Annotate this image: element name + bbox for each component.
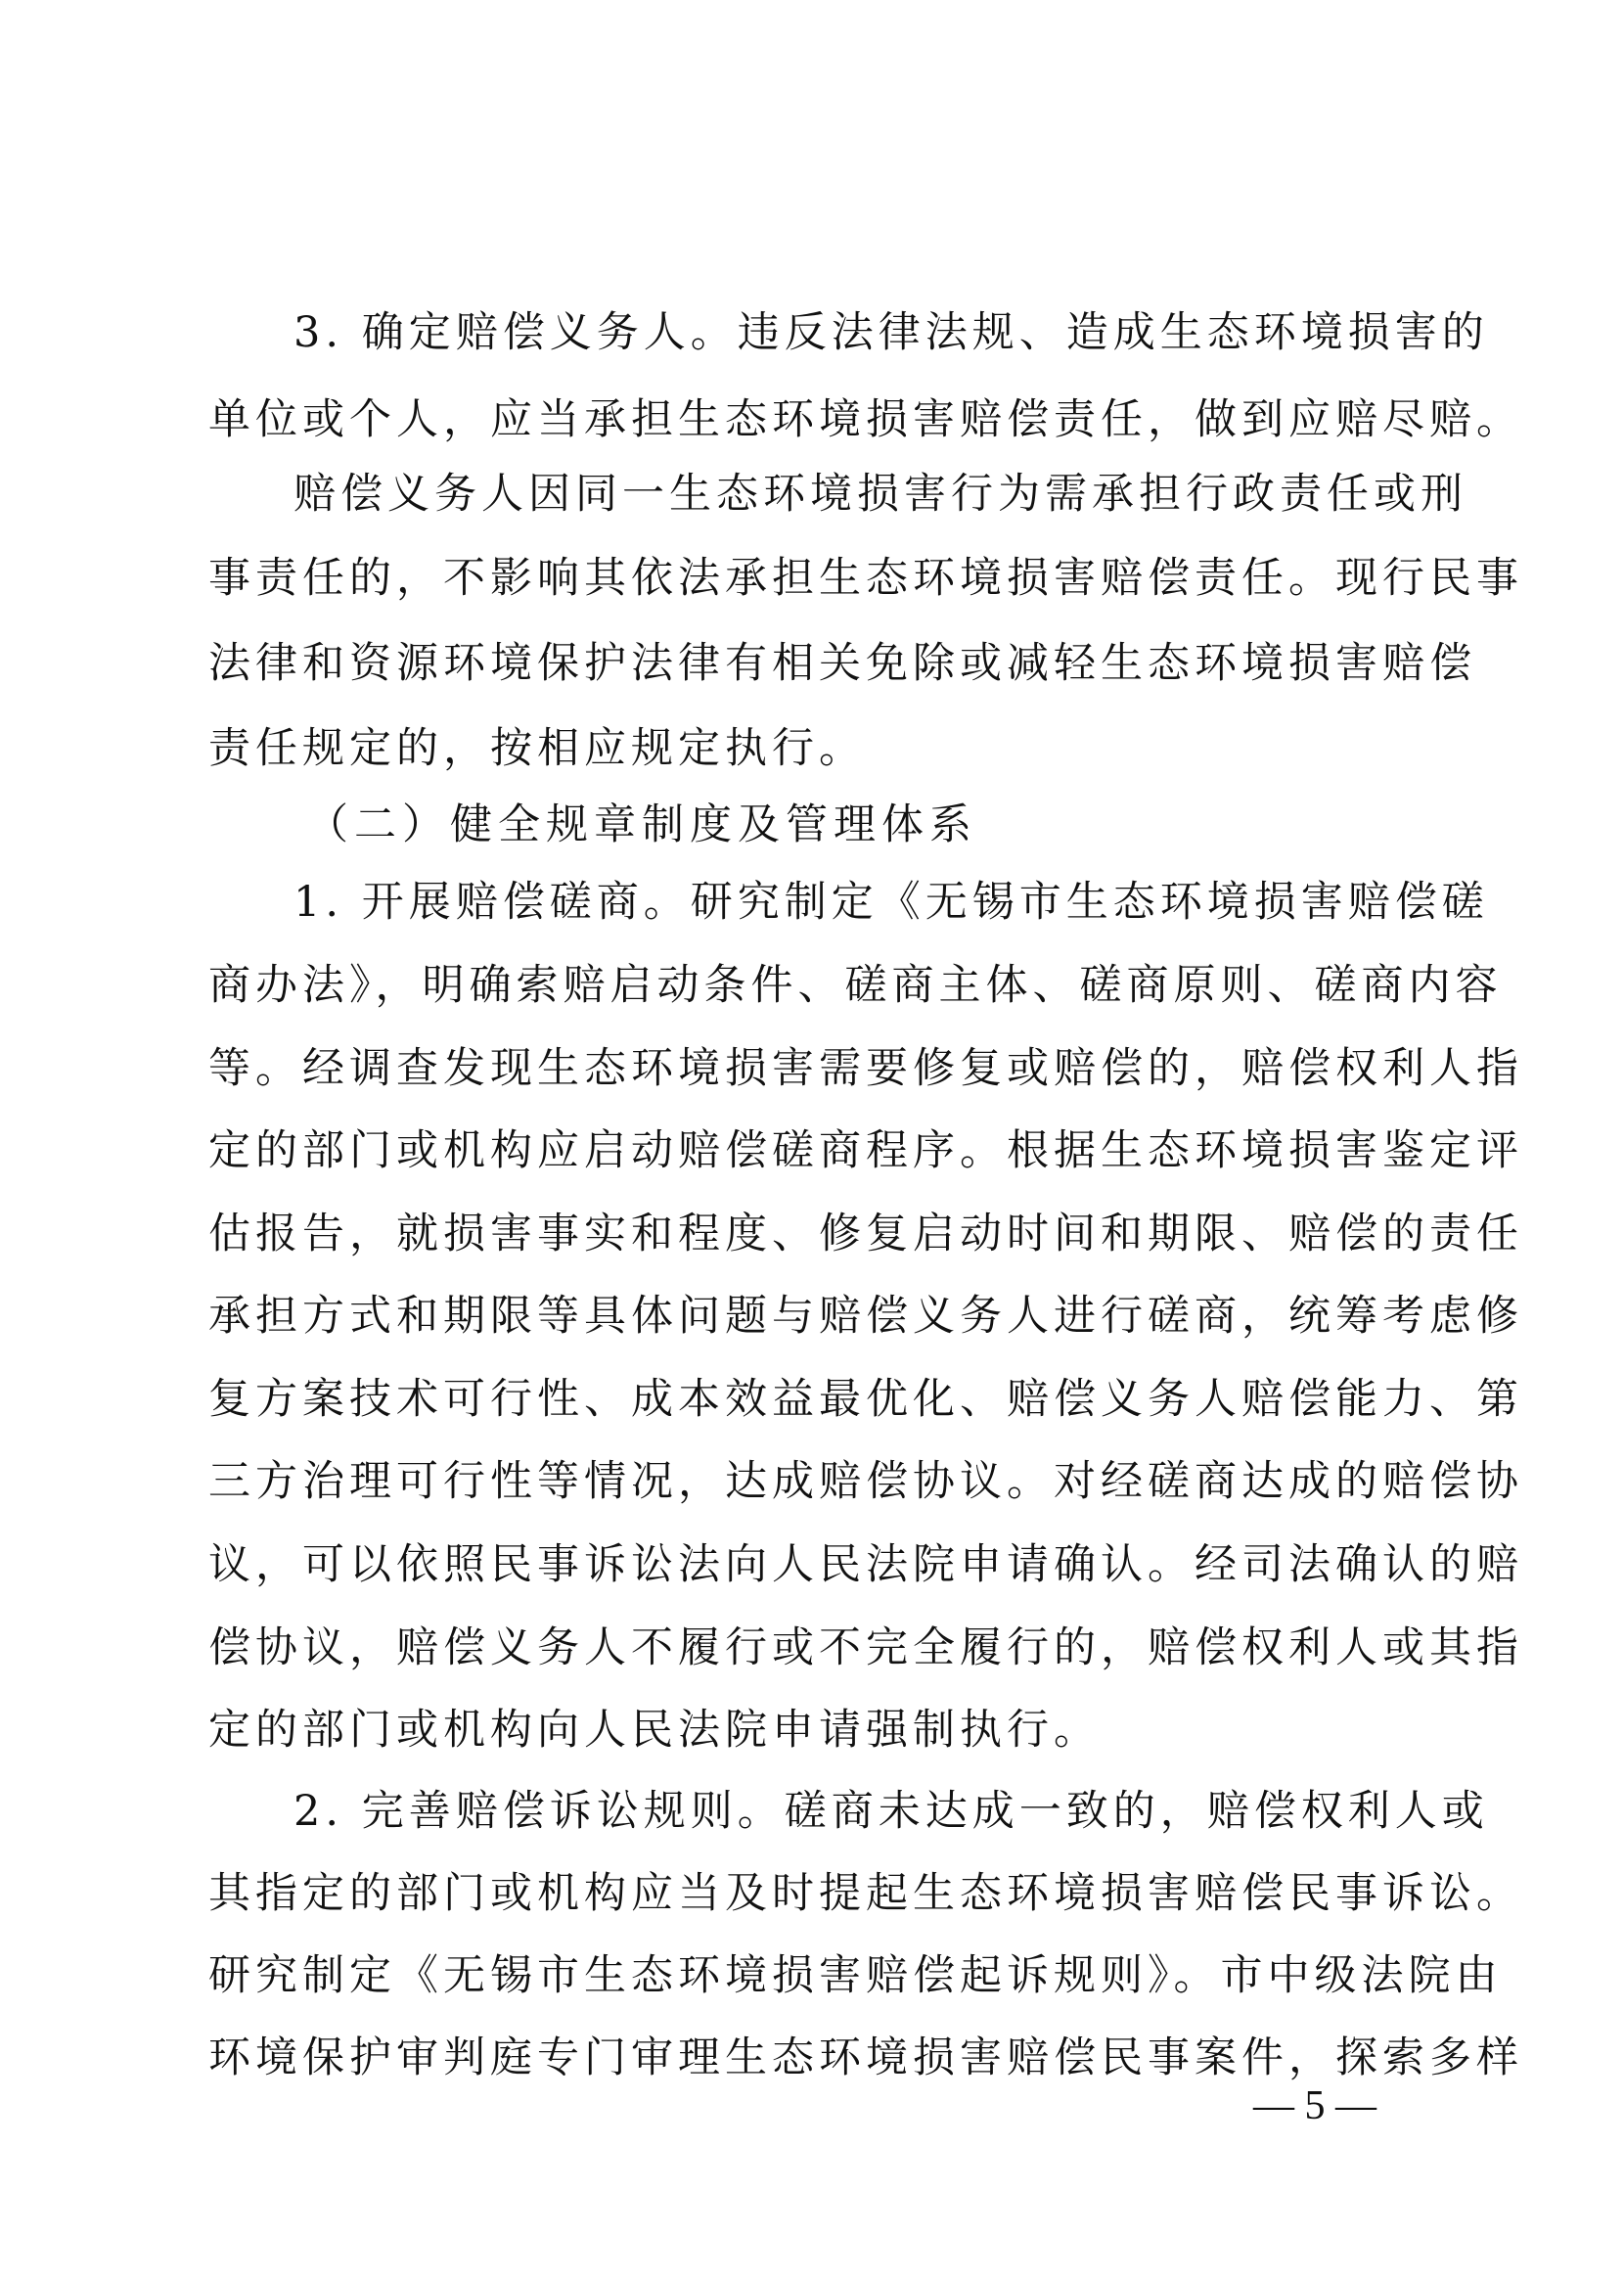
text-line: 定的部门或机构应启动赔偿磋商程序。根据生态环境损害鉴定评 — [208, 1126, 1523, 1175]
text-line: 议，可以依照民事诉讼法向人民法院申请确认。经司法确认的赔 — [208, 1540, 1523, 1589]
page-number: — 5 — — [1253, 2083, 1376, 2128]
text-line: 复方案技术可行性、成本效益最优化、赔偿义务人赔偿能力、第 — [208, 1375, 1523, 1424]
text-line: 商办法》，明确索赔启动条件、磋商主体、磋商原则、磋商内容 — [208, 961, 1503, 1010]
text-line: 2. 完善赔偿诉讼规则。磋商未达成一致的，赔偿权利人或 — [293, 1787, 1489, 1836]
text-line: 定的部门或机构向人民法院申请强制执行。 — [208, 1706, 1101, 1755]
text-line: 责任规定的，按相应规定执行。 — [208, 724, 866, 773]
text-line: 其指定的部门或机构应当及时提起生态环境损害赔偿民事诉讼。 — [208, 1869, 1523, 1918]
text-line: 赔偿义务人因同一生态环境损害行为需承担行政责任或刑 — [293, 470, 1467, 519]
text-line: 等。经调查发现生态环境损害需要修复或赔偿的，赔偿权利人指 — [208, 1044, 1523, 1093]
text-line: 环境保护审判庭专门审理生态环境损害赔偿民事案件，探索多样 — [208, 2033, 1523, 2082]
text-line: 估报告，就损害事实和程度、修复启动时间和期限、赔偿的责任 — [208, 1210, 1523, 1258]
text-line: 承担方式和期限等具体问题与赔偿义务人进行磋商，统筹考虑修 — [208, 1292, 1523, 1341]
text-line: 事责任的，不影响其依法承担生态环境损害赔偿责任。现行民事 — [208, 554, 1523, 603]
text-line: 三方治理可行性等情况，达成赔偿协议。对经磋商达成的赔偿协 — [208, 1457, 1523, 1506]
text-line: 研究制定《无锡市生态环境损害赔偿起诉规则》。市中级法院由 — [208, 1951, 1503, 2000]
text-line: 3. 确定赔偿义务人。违反法律法规、造成生态环境损害的 — [293, 308, 1489, 357]
text-line: 法律和资源环境保护法律有相关免除或减轻生态环境损害赔偿 — [208, 639, 1476, 688]
text-line: 单位或个人，应当承担生态环境损害赔偿责任，做到应赔尽赔。 — [208, 395, 1523, 444]
heading-text: （二）健全规章制度及管理体系 — [306, 800, 977, 849]
text-line: 偿协议，赔偿义务人不履行或不完全履行的，赔偿权利人或其指 — [208, 1623, 1523, 1672]
text-line: 1. 开展赔偿磋商。研究制定《无锡市生态环境损害赔偿磋 — [293, 878, 1489, 927]
